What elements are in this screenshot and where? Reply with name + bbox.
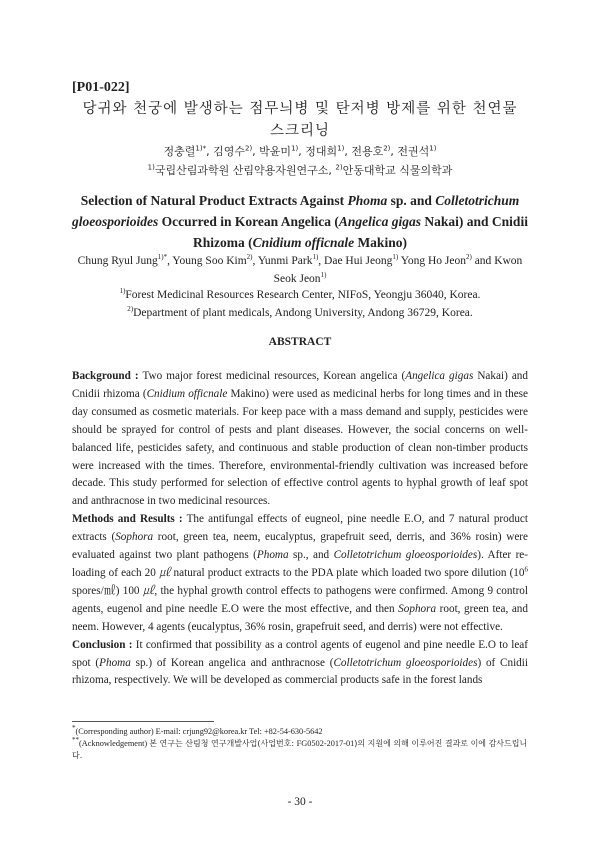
- author-sup: 1): [337, 144, 345, 153]
- english-title-line-3: Rhizoma (Cnidium officnale Makino): [193, 235, 407, 250]
- page-number: - 30 -: [287, 796, 313, 808]
- abstract-body: [72, 368, 528, 690]
- korean-affiliations: $^{1)}$국립산림과학원 산림약용자원연구소, $^{2)}$안동대학교 식물의학과: [147, 163, 453, 177]
- affiliation-2: $^{2)}$Department of plant medicals, Andong University, Andong 36729, Korea.: [127, 305, 473, 319]
- abstract-heading: ABSTRACT: [268, 336, 332, 348]
- english-authors: Chung Ryul Jung$^{1)*}$, Young Soo Kim$^{2)}$, Yunmi Park$^{1)}$, Dae Hui Jeong$^{1)}$ Yong Ho Jeon$^{2)}$ and Kwon Seok Jeon$^{1)}$: [77, 253, 523, 285]
- author-sup: 2): [244, 144, 253, 153]
- korean-author-list: 정충렬$^{1)*}$, 김영수$^{2)}$, 박윤미$^{1)}$, 정대희$^{1)}$, 전용호$^{2)}$, 전권석$^{1)}$: [163, 144, 437, 158]
- author-sup: 1)*: [195, 144, 207, 153]
- methods-paragraph: Methods and Results : The antifungal effects of eugneol, pine needle E.O, and 7 natural product extracts (Sophora root, green tea, neem, eucalyptus, grapefruit seed, derris, and 36% rosin) were evaluated against two plant pathogens (Phoma sp., and Colletotrichum gloeosporioides). After re-loading of each 20 ㎕ natural product extracts to the PDA plate which loaded two spore dilution ($10^6$ spores/㎖) 100 ㎕, the hyphal growth control effects to pathogens were confirmed. Among 9 control agents, eugenol and pine needle E.O were the most effective, and then Sophora root, green tea, and neem. However, 4 agents (eucalyptus, 36% rosin, grapefruit seed, and derris) were not effective.: [72, 513, 528, 633]
- korean-author: 전용호: [351, 145, 384, 158]
- affiliation-1: $^{1)}$Forest Medicinal Resources Research Center, NIFoS, Yeongju 36040, Korea.: [119, 287, 481, 301]
- korean-authors: [60, 142, 540, 180]
- english-title-line-2: gloeosporioides Occurred in Korean Angelica (Angelica gigas Nakai) and Cnidii: [72, 214, 528, 229]
- korean-author: 정대희: [305, 145, 338, 158]
- footnote-corresponding: *(Corresponding author) E-mail: crjung92@korea.kr Tel: +82-54-630-5642: [72, 724, 323, 736]
- korean-title: [60, 98, 540, 142]
- author-sup: 2): [383, 144, 391, 153]
- korean-author: 김영수: [213, 145, 245, 158]
- korean-title-line-2: 스크리닝: [269, 123, 331, 139]
- footnotes: [72, 726, 534, 762]
- background-paragraph: Background : Two major forest medicinal resources, Korean angelica (Angelica gigas Nakai) and Cnidii rhizoma (Cnidium officnale Makino) were used as medicinal herbs for long times and in these day consumed as cosmetic materials. For keep pace with a mass demand and supply, pesticides were should be sprayed for control of pests and plant diseases. However, the social concerns on well-balanced life, pesticides safety, and continuous and stable production of clean non-timber products were increased with the times. Therefore, environmental-friendly cultivation was increased before decade. This study performed for selection of effective control agents to hyphal growth of leaf spot and anthracnose in two medicinal resources.: [72, 370, 529, 508]
- footnote-acknowledgement: **(Acknowledgement) 본 연구는 산림청 연구개발사업(사업번호: FG0502-2017-01)의 지원에 의해 이루어진 결과로 이에 감사드립니다.: [72, 736, 528, 760]
- korean-author: 전권석: [397, 145, 430, 158]
- korean-author: 정충렬: [163, 145, 196, 158]
- footnote-divider: [72, 721, 214, 722]
- conclusion-paragraph: Conclusion : It confirmed that possibility as a control agents of eugenol and pine needle E.O to leaf spot (Phoma sp.) of Korean angelica and anthracnose (Colletotrichum gloeosporioides) of Cnidii rhizoma, respectively. We will be developed as commercial products safe in the forest lands: [72, 638, 528, 687]
- abstract-code: [P01-022]: [72, 80, 130, 95]
- english-title-line-1: Selection of Natural Product Extracts Against Phoma sp. and Colletotrichum: [80, 193, 520, 208]
- author-sup: 1): [429, 144, 437, 153]
- korean-title-line-1: 당귀와 천궁에 발생하는 점무늬병 및 탄저병 방제를 위한 천연물: [82, 101, 518, 117]
- korean-author: 박윤미: [259, 145, 292, 158]
- english-title: [60, 190, 540, 253]
- author-sup: 1): [291, 144, 299, 153]
